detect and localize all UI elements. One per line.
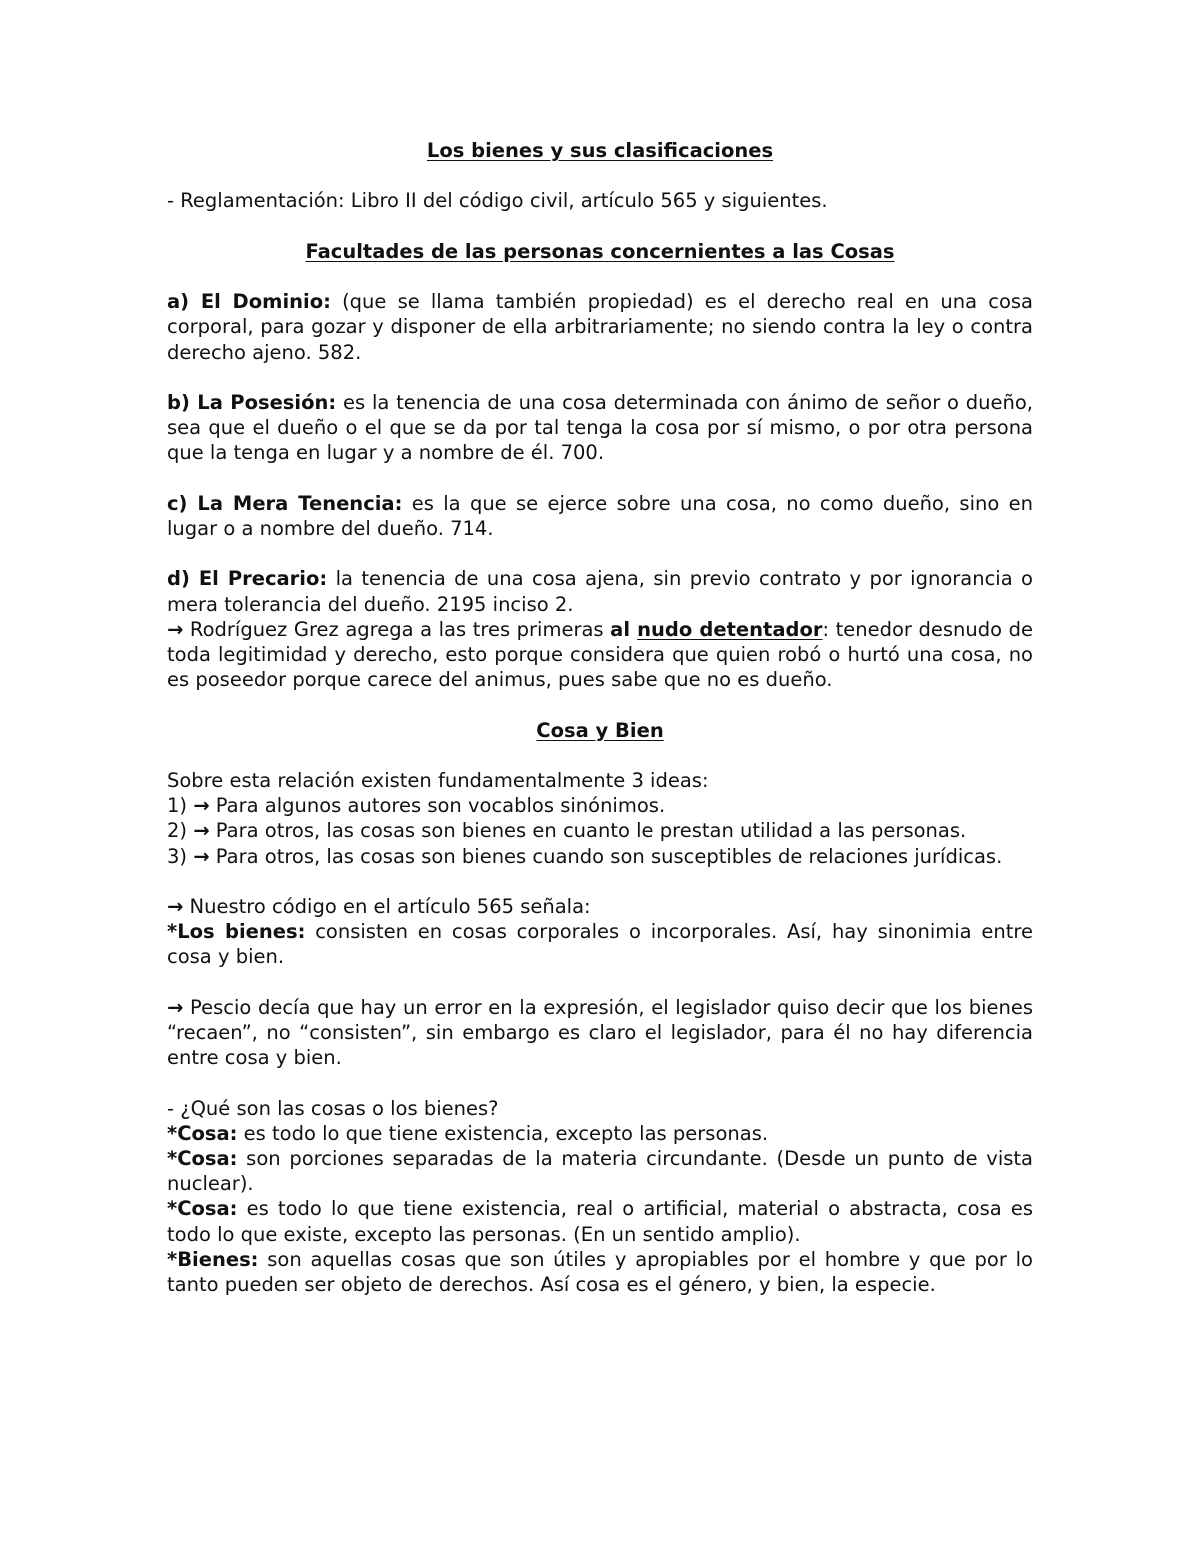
arrow-icon: → bbox=[193, 794, 210, 818]
idea-3-text: Para otros, las cosas son bienes cuando son susceptibles de relaciones jurídicas. bbox=[209, 844, 1003, 868]
arrow-icon: → bbox=[193, 819, 210, 843]
text-dominio: (que se llama también propiedad) es el derecho real en una cosa corporal, para gozar y disponer de ella arbitrariamente; no siendo contra la ley o contra derecho ajeno. 582. bbox=[167, 290, 1033, 364]
spacer bbox=[167, 970, 1033, 995]
spacer bbox=[167, 214, 1033, 239]
section-heading-cosa-bien: Cosa y Bien bbox=[536, 718, 664, 742]
spacer bbox=[167, 365, 1033, 390]
paragraph-pescio bbox=[167, 995, 1033, 1071]
paragraph-los-bienes bbox=[167, 919, 1033, 969]
text-precario: la tenencia de una cosa ajena, sin previo contrato y por ignorancia o mera tolerancia del dueño. 2195 inciso 2. bbox=[167, 567, 1033, 616]
document-page bbox=[167, 138, 1033, 1297]
spacer bbox=[167, 692, 1033, 717]
term-nudo-detentador: nudo detentador bbox=[637, 617, 823, 641]
spacer bbox=[167, 1070, 1033, 1095]
arrow-icon: → bbox=[167, 894, 184, 918]
section-heading-facultades: Facultades de las personas concernientes a las Cosas bbox=[305, 239, 895, 263]
idea-2-number: 2) bbox=[167, 819, 194, 843]
term-mera-tenencia: c) La Mera Tenencia: bbox=[167, 491, 403, 515]
codigo-text: Nuestro código en el artículo 565 señala: bbox=[183, 894, 591, 918]
text-posesion: es la tenencia de una cosa determinada con ánimo de señor o dueño, sea que el dueño o el que se da por tal tenga la cosa por sí mismo, o por otra persona que la tenga en lugar y a nombre de él. 700. bbox=[167, 390, 1034, 465]
term-los-bienes: *Los bienes: bbox=[167, 920, 306, 944]
term-posesion: b) La Posesión: bbox=[167, 390, 337, 414]
term-cosa: *Cosa: bbox=[167, 1121, 238, 1145]
idea-1 bbox=[167, 793, 1033, 818]
idea-2-text: Para otros, las cosas son bienes en cuanto le prestan utilidad a las personas. bbox=[209, 819, 967, 843]
text-cosa-2: son porciones separadas de la materia circundante. (Desde un punto de vista nuclear). bbox=[167, 1146, 1033, 1196]
text-los-bienes: consisten en cosas corporales o incorporales. Así, hay sinonimia entre cosa y bien. bbox=[167, 920, 1033, 969]
ideas-intro: Sobre esta relación existen fundamentalmente 3 ideas: bbox=[167, 768, 709, 792]
paragraph-precario bbox=[167, 566, 1033, 616]
arrow-icon: → bbox=[167, 995, 184, 1019]
arrow-icon: → bbox=[167, 617, 184, 641]
spacer bbox=[167, 163, 1033, 188]
question-line: - ¿Qué son las cosas o los bienes? bbox=[167, 1096, 499, 1120]
spacer bbox=[167, 869, 1033, 894]
paragraph-cosa-3 bbox=[167, 1196, 1033, 1246]
arrow-icon: → bbox=[193, 844, 210, 868]
paragraph-cosa-1 bbox=[167, 1121, 1033, 1146]
term-bienes: *Bienes: bbox=[167, 1247, 259, 1271]
idea-1-text: Para algunos autores son vocablos sinónimos. bbox=[209, 794, 666, 818]
term-dominio: a) El Dominio: bbox=[167, 290, 331, 314]
codigo-line bbox=[167, 894, 1033, 919]
spacer bbox=[167, 264, 1033, 289]
paragraph-dominio bbox=[167, 289, 1033, 365]
text-pescio: Pescio decía que hay un error en la expresión, el legislador quiso decir que los bienes “recaen”, no “consisten”, sin embargo es claro el legislador, para él no hay diferencia entre cosa y bien. bbox=[167, 995, 1033, 1070]
document-title: Los bienes y sus clasificaciones bbox=[426, 139, 774, 162]
idea-1-number: 1) bbox=[167, 794, 194, 818]
spacer bbox=[167, 743, 1033, 768]
idea-3 bbox=[167, 844, 1033, 869]
idea-3-number: 3) bbox=[167, 844, 194, 868]
idea-2 bbox=[167, 818, 1033, 843]
paragraph-mera-tenencia bbox=[167, 491, 1033, 541]
text-cosa-3: es todo lo que tiene existencia, real o artificial, material o abstracta, cosa es todo lo que existe, excepto las personas. (En un sentido amplio). bbox=[167, 1197, 1033, 1246]
term-cosa: *Cosa: bbox=[167, 1197, 238, 1221]
term-precario: d) El Precario: bbox=[167, 567, 328, 591]
term-al: al bbox=[610, 617, 638, 641]
text-cosa-1: es todo lo que tiene existencia, excepto las personas. bbox=[237, 1121, 769, 1145]
reglamentacion-line: - Reglamentación: Libro II del código civil, artículo 565 y siguientes. bbox=[167, 189, 828, 213]
spacer bbox=[167, 466, 1033, 491]
text-bienes: son aquellas cosas que son útiles y apropiables por el hombre y que por lo tanto pueden ser objeto de derechos. Así cosa es el género, y bien, la especie. bbox=[167, 1247, 1033, 1296]
text-rodriguez: Rodríguez Grez agrega a las tres primeras bbox=[183, 617, 611, 641]
paragraph-nudo-detentador bbox=[167, 617, 1033, 693]
spacer bbox=[167, 541, 1033, 566]
paragraph-bienes bbox=[167, 1247, 1033, 1297]
text-tenedor: : tenedor desnudo de toda legitimidad y derecho, esto porque considera que quien robó o hurtó una cosa, no es poseedor porque carece del animus, pues sabe que no es dueño. bbox=[167, 617, 1033, 692]
term-cosa: *Cosa: bbox=[167, 1146, 238, 1170]
text-mera-tenencia: es la que se ejerce sobre una cosa, no como dueño, sino en lugar o a nombre del dueño. 714. bbox=[167, 491, 1033, 540]
paragraph-posesion bbox=[167, 390, 1033, 466]
paragraph-cosa-2 bbox=[167, 1146, 1033, 1196]
